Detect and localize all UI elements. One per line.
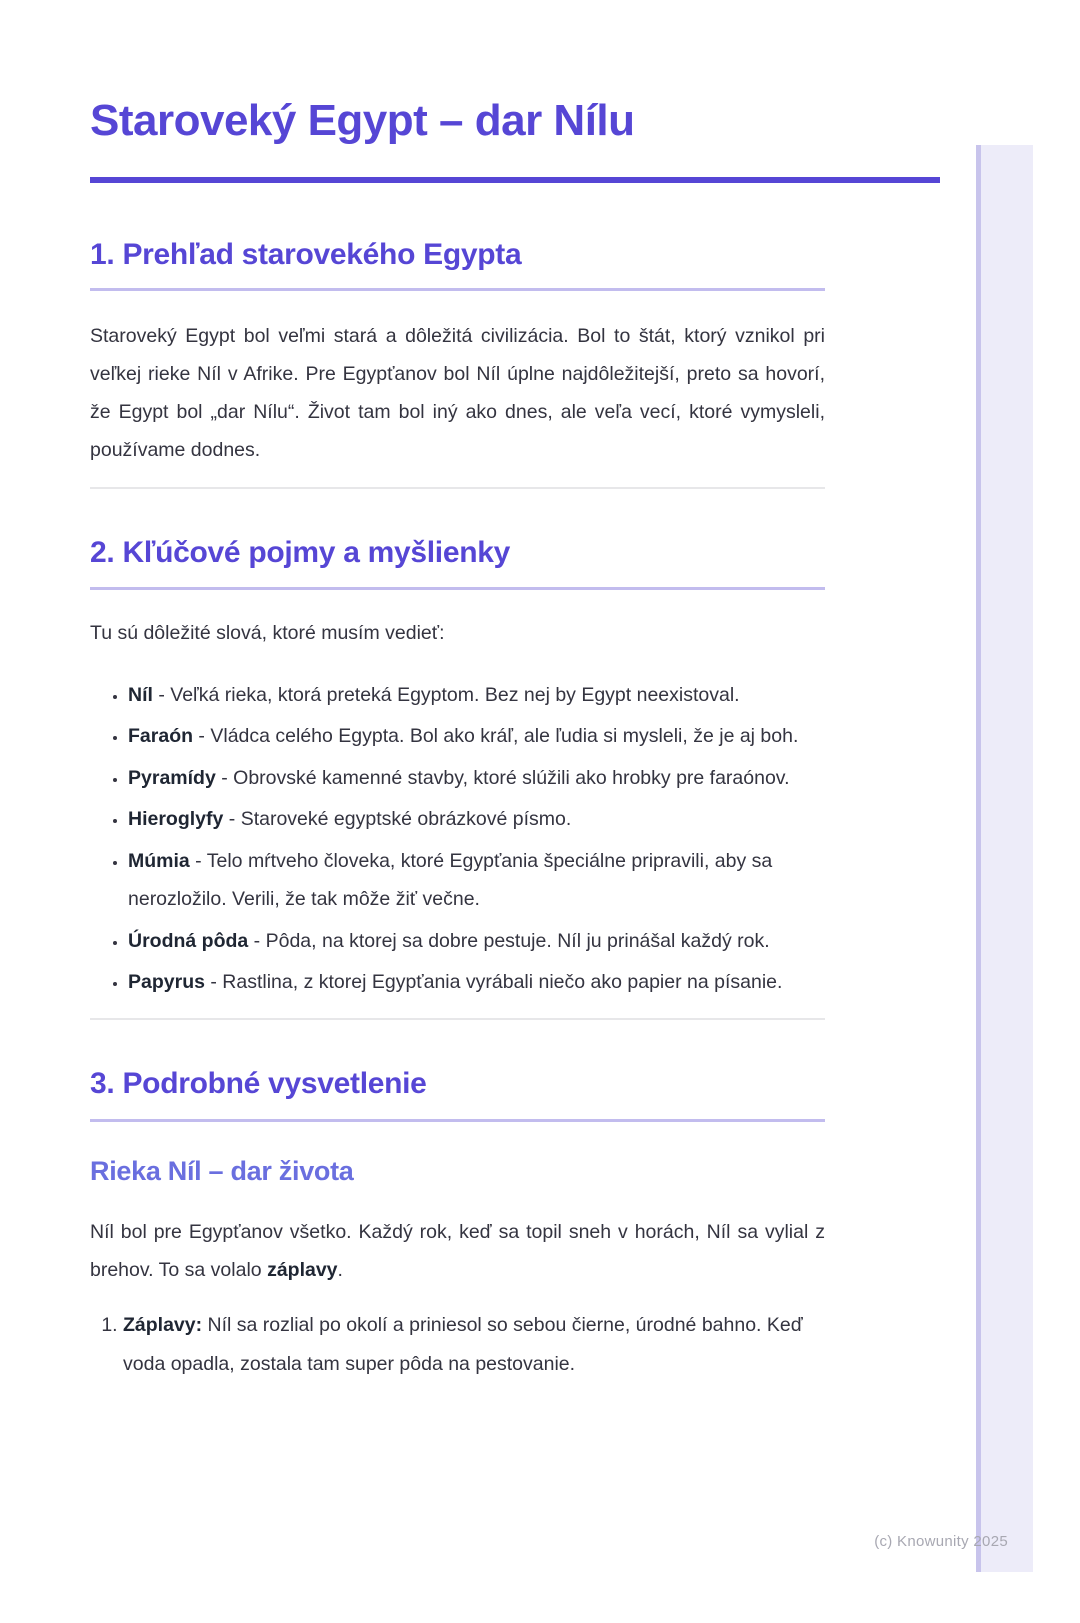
key-term-definition: Veľká rieka, ktorá preteká Egyptom. Bez nej by Egypt neexistoval.	[170, 683, 740, 706]
key-term-separator: -	[152, 683, 171, 706]
key-term-name: Níl	[128, 683, 153, 706]
key-term-name: Múmia	[128, 849, 190, 872]
key-term-name: Pyramídy	[128, 766, 216, 789]
flood-step-label: Záplavy:	[123, 1314, 203, 1337]
key-terms-intro: Tu sú dôležité slová, ktoré musím vedieť:	[90, 621, 445, 644]
detail-paragraph-period: .	[337, 1259, 343, 1282]
subsection-heading-nile: Rieka Níl – dar života	[90, 1155, 354, 1186]
key-term-separator: -	[189, 849, 207, 872]
detail-paragraph-text: Níl bol pre Egypťanov všetko. Každý rok, keď sa topil sneh v horách, Níl sa vylial z brehov. To sa volalo	[90, 1221, 825, 1282]
detail-paragraph	[90, 1213, 825, 1289]
flood-step-item	[123, 1306, 825, 1383]
page-title: Staroveký Egypt – dar Nílu	[90, 96, 635, 145]
key-term-definition: Obrovské kamenné stavby, ktoré slúžili ako hrobky pre faraónov.	[233, 766, 790, 789]
key-term-item	[128, 800, 825, 839]
detail-paragraph-bold-term: záplavy	[267, 1259, 338, 1282]
section-divider	[90, 1018, 825, 1020]
copyright-watermark: (c) Knowunity 2025	[874, 1533, 1008, 1550]
section-divider	[90, 487, 825, 489]
key-term-item	[128, 676, 825, 715]
section-heading-key-terms: 2. Kľúčové pojmy a myšlienky	[90, 535, 825, 590]
section-heading-detail: 3. Podrobné vysvetlenie	[90, 1066, 825, 1122]
key-term-definition: Vládca celého Egypta. Bol ako kráľ, ale ľudia si mysleli, že je aj boh.	[210, 725, 799, 748]
key-term-definition: Pôda, na ktorej sa dobre pestuje. Níl ju prinášal každý rok.	[265, 929, 770, 952]
key-term-definition: Telo mŕtveho človeka, ktoré Egypťania špeciálne pripravili, aby sa nerozložilo. Verili, že tak môže žiť večne.	[128, 849, 773, 911]
overview-paragraph: Staroveký Egypt bol veľmi stará a dôležitá civilizácia. Bol to štát, ktorý vznikol pri veľkej rieke Níl v Afrike. Pre Egypťanov bol Níl úplne najdôležitejší, preto sa hovorí, že Egypt bol „dar Nílu“. Život tam bol iný ako dnes, ale veľa vecí, ktoré vymysleli, používame dodnes.	[90, 324, 825, 461]
key-term-definition: Rastlina, z ktorej Egypťania vyrábali niečo ako papier na písanie.	[222, 971, 783, 994]
key-term-name: Hieroglyfy	[128, 808, 224, 831]
title-divider-rule	[90, 177, 940, 183]
section-heading-overview: 1. Prehľad starovekého Egypta	[90, 237, 825, 291]
key-term-separator: -	[248, 929, 266, 952]
flood-step-text: Níl sa rozlial po okolí a priniesol so sebou čierne, úrodné bahno. Keď voda opadla, zostala tam super pôda na pestovanie.	[123, 1314, 803, 1375]
key-terms-list	[90, 676, 825, 1002]
key-term-item	[128, 717, 825, 756]
key-term-separator: -	[204, 971, 223, 994]
key-term-name: Faraón	[128, 725, 194, 748]
key-term-separator: -	[193, 725, 211, 748]
page-edge-strip	[976, 145, 1033, 1572]
key-term-name: Papyrus	[128, 971, 205, 994]
key-term-item	[128, 759, 825, 798]
key-term-separator: -	[215, 766, 234, 789]
key-term-item	[128, 963, 825, 1002]
key-term-separator: -	[223, 808, 241, 831]
key-term-item	[128, 842, 825, 919]
key-term-definition: Staroveké egyptské obrázkové písmo.	[240, 808, 572, 831]
key-term-name: Úrodná pôda	[128, 929, 249, 952]
document-body	[0, 95, 1080, 1383]
key-term-item	[128, 922, 825, 961]
flood-steps-list	[90, 1306, 825, 1383]
